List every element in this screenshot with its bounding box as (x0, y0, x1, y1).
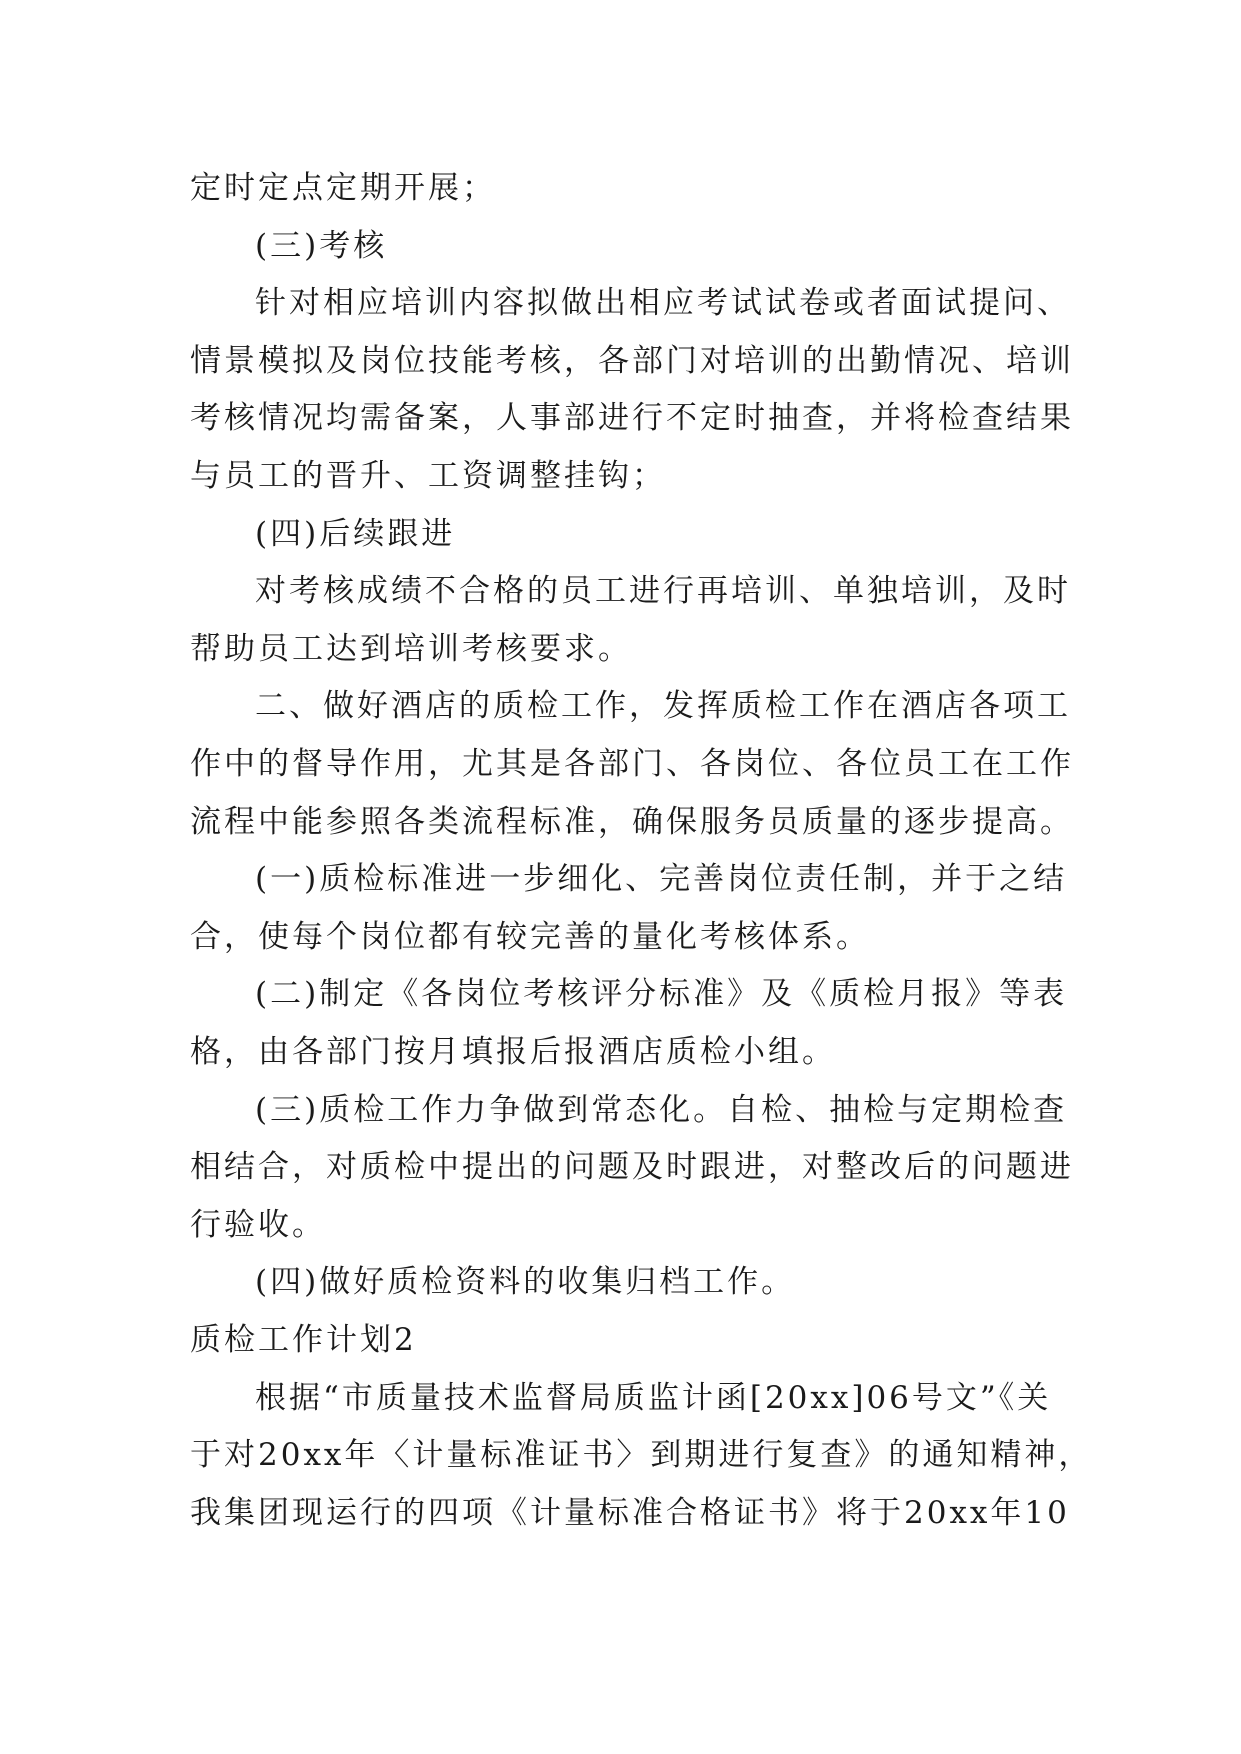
text-line: 作中的督导作用，尤其是各部门、各岗位、各位员工在工作 (190, 746, 1074, 782)
text-line: 格，由各部门按月填报后报酒店质检小组。 (190, 1034, 836, 1070)
text-line: 流程中能参照各类流程标准，确保服务员质量的逐步提高。 (190, 804, 1074, 840)
text-line: 考核情况均需备案，人事部进行不定时抽查，并将检查结果 (190, 400, 1074, 436)
text-line: 合，使每个岗位都有较完善的量化考核体系。 (190, 919, 870, 955)
text-line: 二、做好酒店的质检工作，发挥质检工作在酒店各项工 (255, 688, 1071, 724)
text-line: 针对相应培训内容拟做出相应考试试卷或者面试提问、 (255, 285, 1071, 321)
text-line: 定时定点定期开展； (190, 170, 496, 206)
text-line: (四)做好质检资料的收集归档工作。 (255, 1264, 796, 1300)
section-heading: (四)后续跟进 (255, 516, 456, 552)
text-line: 帮助员工达到培训考核要求。 (190, 631, 632, 667)
text-line: 于对20xx年〈计量标准证书〉到期进行复查》的通知精神， (190, 1437, 1093, 1473)
text-line: 行验收。 (190, 1207, 326, 1243)
document-subtitle: 质检工作计划2 (190, 1322, 417, 1358)
text-line: 我集团现运行的四项《计量标准合格证书》将于20xx年10 (190, 1495, 1070, 1531)
text-line: (三)质检工作力争做到常态化。自检、抽检与定期检查 (255, 1092, 1068, 1128)
text-line: 相结合，对质检中提出的问题及时跟进，对整改后的问题进 (190, 1149, 1074, 1185)
text-line: 对考核成绩不合格的员工进行再培训、单独培训，及时 (255, 573, 1071, 609)
text-line: 情景模拟及岗位技能考核，各部门对培训的出勤情况、培训 (190, 343, 1074, 379)
text-line: 根据“市质量技术监督局质监计函[20xx]06号文”《关 (255, 1380, 1052, 1416)
text-line: (二)制定《各岗位考核评分标准》及《质检月报》等表 (255, 976, 1068, 1012)
text-line: (一)质检标准进一步细化、完善岗位责任制，并于之结 (255, 861, 1068, 897)
section-heading: (三)考核 (255, 228, 388, 264)
text-line: 与员工的晋升、工资调整挂钩； (190, 458, 666, 494)
